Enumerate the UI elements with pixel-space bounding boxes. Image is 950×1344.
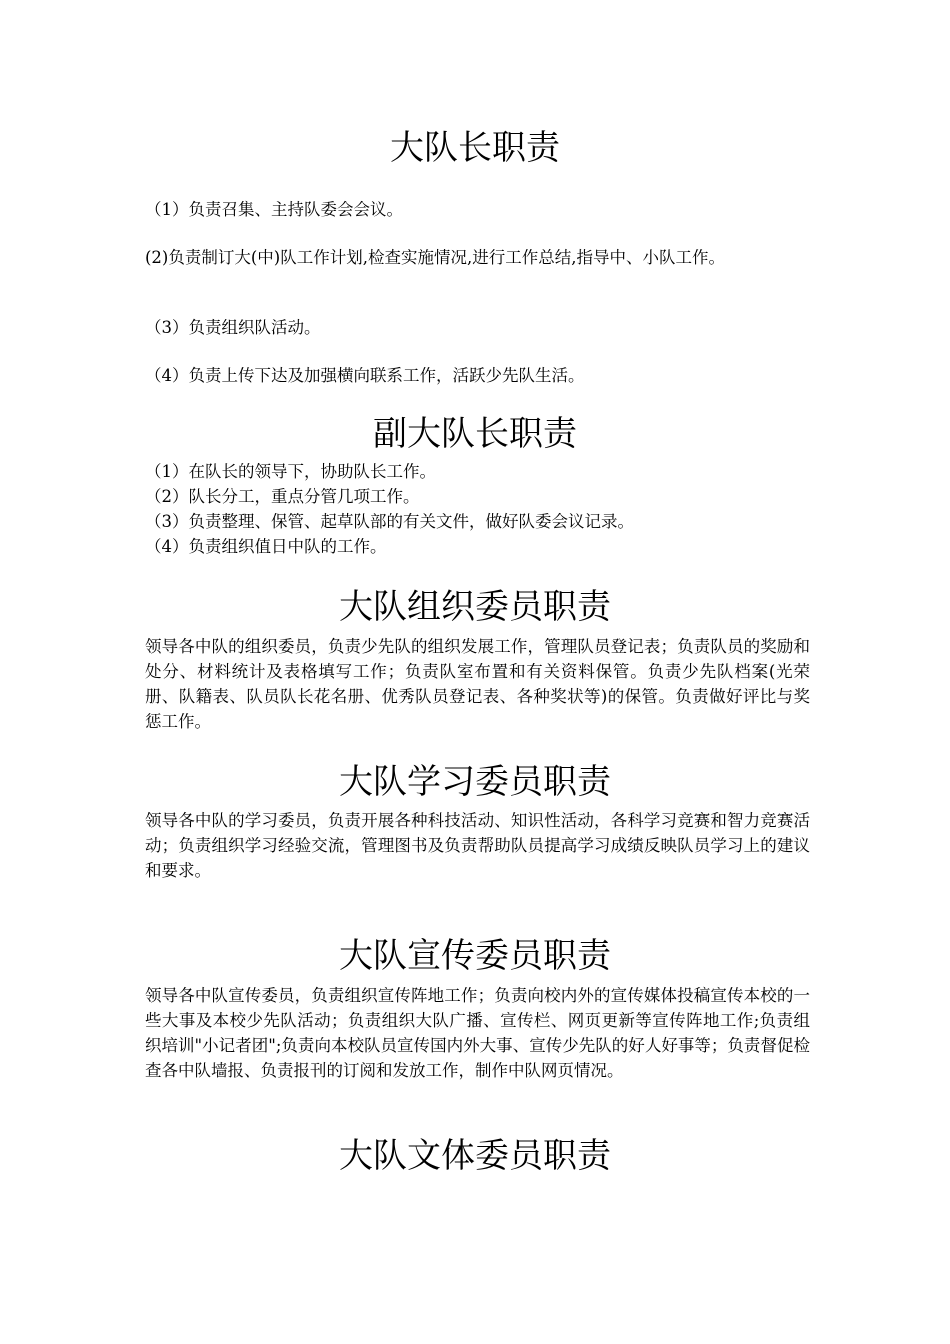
section-title-organization: 大队组织委员职责: [339, 587, 611, 627]
organization-duty-text: 领导各中队的组织委员，负责少先队的组织发展工作，管理队员登记表；负责队员的奖励和处分、材料统计及表格填写工作；负责队室布置和有关资料保管。负责少先队档案(光荣册、队籍表、队员队长花名册、优秀队员登记表、各种奖状等)的保管。负责做好评比与奖惩工作。: [145, 637, 810, 731]
publicity-duty-text: 领导各中队宣传委员，负责组织宣传阵地工作；负责向校内外的宣传媒体投稿宣传本校的一些大事及本校少先队活动；负责组织大队广播、宣传栏、网页更新等宣传阵地工作;负责组织培训"小记者团";负责向本校队员宣传国内外大事、宣传少先队的好人好事等；负责督促检查各中队墙报、负责报刊的订阅和发放工作，制作中队网页情况。: [145, 986, 810, 1080]
section-title-publicity: 大队宣传委员职责: [339, 936, 611, 976]
section-title-captain: 大队长职责: [390, 128, 560, 168]
captain-duty-3: （3）负责组织队活动。: [145, 318, 321, 337]
captain-duty-1: （1）负责召集、主持队委会会议。: [145, 200, 403, 219]
captain-duty-2: (2)负责制订大(中)队工作计划,检查实施情况,进行工作总结,指导中、小队工作。: [145, 248, 725, 267]
section-title-vice-captain: 副大队长职责: [373, 414, 577, 454]
vice-captain-duty-4: （4）负责组织值日中队的工作。: [145, 537, 387, 556]
vice-captain-duty-1: （1）在队长的领导下，协助队长工作。: [145, 462, 436, 481]
vice-captain-duty-2: （2）队长分工，重点分管几项工作。: [145, 487, 420, 506]
section-title-study: 大队学习委员职责: [339, 762, 611, 802]
vice-captain-duty-3: （3）负责整理、保管、起草队部的有关文件，做好队委会议记录。: [145, 512, 634, 531]
section-title-culture-sports: 大队文体委员职责: [339, 1136, 611, 1176]
captain-duty-4: （4）负责上传下达及加强横向联系工作，活跃少先队生活。: [145, 366, 585, 385]
study-duty-text: 领导各中队的学习委员，负责开展各种科技活动、知识性活动，各科学习竞赛和智力竞赛活动；负责组织学习经验交流，管理图书及负责帮助队员提高学习成绩反映队员学习上的建议和要求。: [145, 811, 810, 880]
